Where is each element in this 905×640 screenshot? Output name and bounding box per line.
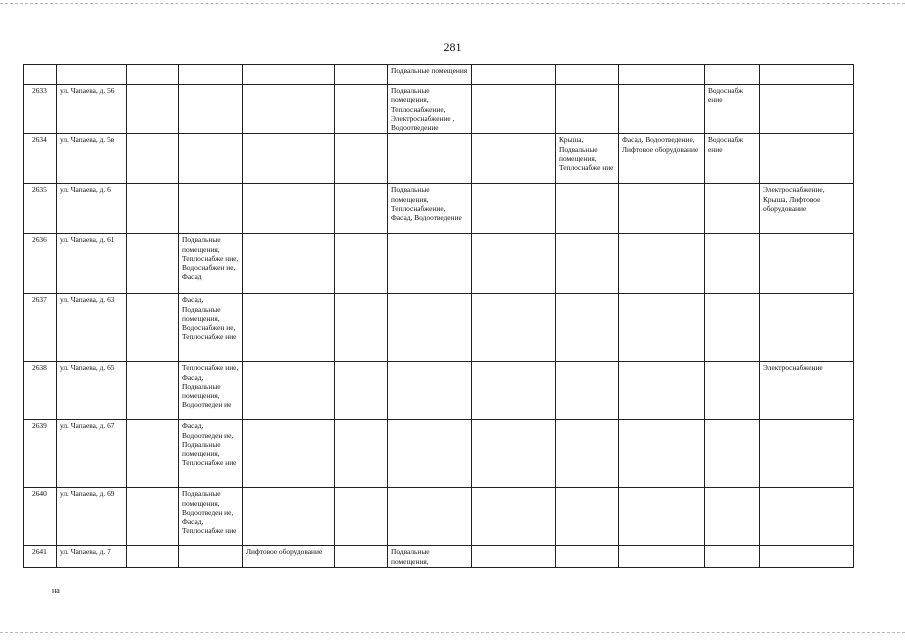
work-type-cell [556, 65, 619, 85]
work-type-cell [388, 294, 472, 362]
work-type-cell [556, 420, 619, 488]
table-row [24, 65, 854, 85]
footer-note: на [52, 586, 60, 595]
work-type-cell [243, 294, 335, 362]
work-type-cell: Подвальные помещения, Теплоснабже ние, Водоснабжен ие, Фасад [179, 234, 243, 294]
work-type-cell: Фасад, Водоотведение, Лифтовое оборудование [619, 134, 705, 184]
work-type-cell [760, 294, 854, 362]
work-type-cell [619, 294, 705, 362]
work-type-cell [760, 546, 854, 568]
work-type-cell [127, 85, 179, 134]
table-row [24, 184, 854, 234]
work-type-cell: Подвальные помещения, [388, 546, 472, 568]
work-type-cell [619, 65, 705, 85]
work-type-cell [472, 65, 556, 85]
table-row [24, 362, 854, 420]
work-type-cell: Подвальные помещения, Теплоснабжение, Фасад, Водоотведение [388, 184, 472, 234]
work-type-cell [388, 134, 472, 184]
address-cell: ул. Чапаева, д. 63 [57, 294, 127, 362]
work-type-cell [335, 65, 388, 85]
work-type-cell [127, 184, 179, 234]
row-number-cell: 2637 [24, 294, 57, 362]
work-type-cell [127, 488, 179, 546]
work-type-cell: Фасад, Водоотведен ие, Подвальные помещения, Теплоснабже ние [179, 420, 243, 488]
work-type-cell [179, 134, 243, 184]
scan-edge-top [0, 3, 905, 6]
work-type-cell: Фасад, Подвальные помещения, Водоснабжен ие, Теплоснабже ние [179, 294, 243, 362]
work-type-cell [556, 546, 619, 568]
work-type-cell [127, 546, 179, 568]
address-cell: ул. Чапаева, д. 6 [57, 184, 127, 234]
work-type-cell [472, 134, 556, 184]
work-type-cell [619, 546, 705, 568]
work-type-cell [179, 85, 243, 134]
address-cell: ул. Чапаева, д. 5в [57, 134, 127, 184]
work-type-cell [179, 184, 243, 234]
work-type-cell [760, 134, 854, 184]
address-cell: ул. Чапаева, д. 65 [57, 362, 127, 420]
work-type-cell [335, 134, 388, 184]
work-type-cell: Подвальные помещения, Теплоснабжение, Электроснабжение , Водоотведение [388, 85, 472, 134]
work-type-cell [243, 488, 335, 546]
row-number-cell: 2635 [24, 184, 57, 234]
work-type-cell [243, 134, 335, 184]
work-type-cell [472, 420, 556, 488]
work-type-cell [179, 65, 243, 85]
work-type-cell [472, 488, 556, 546]
page-number: 281 [443, 40, 462, 54]
work-type-cell [760, 65, 854, 85]
work-type-cell: Электроснабжение [760, 362, 854, 420]
work-type-cell [472, 85, 556, 134]
work-type-cell [705, 546, 760, 568]
table-row [24, 85, 854, 134]
work-type-cell [705, 488, 760, 546]
work-type-cell [335, 234, 388, 294]
work-type-cell [556, 488, 619, 546]
work-type-cell [760, 234, 854, 294]
work-type-cell [556, 85, 619, 134]
row-number-cell [24, 65, 57, 85]
work-type-cell [335, 85, 388, 134]
work-type-cell [388, 234, 472, 294]
work-type-cell [243, 362, 335, 420]
row-number-cell: 2639 [24, 420, 57, 488]
row-number-cell: 2636 [24, 234, 57, 294]
work-type-cell [472, 546, 556, 568]
work-type-cell [388, 488, 472, 546]
work-type-cell: Подвальные помещения, Водоотведен ие, Фасад, Теплоснабже ние [179, 488, 243, 546]
repair-schedule-table [23, 64, 854, 568]
address-cell: ул. Чапаева, д. 67 [57, 420, 127, 488]
work-type-cell [388, 362, 472, 420]
work-type-cell [472, 184, 556, 234]
address-cell: ул. Чапаева, д. 7 [57, 546, 127, 568]
table-row [24, 546, 854, 568]
table-row [24, 488, 854, 546]
work-type-cell: Теплоснабже ние, Фасад, Подвальные помещения, Водоотведен ие [179, 362, 243, 420]
table-row [24, 420, 854, 488]
row-number-cell: 2638 [24, 362, 57, 420]
work-type-cell [619, 85, 705, 134]
work-type-cell [127, 362, 179, 420]
work-type-cell: Водоснабж ение [705, 134, 760, 184]
work-type-cell [556, 184, 619, 234]
work-type-cell [705, 234, 760, 294]
work-type-cell [243, 184, 335, 234]
work-type-cell [335, 294, 388, 362]
work-type-cell [127, 420, 179, 488]
work-type-cell [127, 134, 179, 184]
work-type-cell [335, 362, 388, 420]
work-type-cell [619, 488, 705, 546]
work-type-cell [388, 420, 472, 488]
work-type-cell: Электроснабжение, Крыша, Лифтовое оборудование [760, 184, 854, 234]
work-type-cell [760, 420, 854, 488]
table-row [24, 294, 854, 362]
table-row [24, 234, 854, 294]
work-type-cell [127, 234, 179, 294]
work-type-cell [243, 234, 335, 294]
work-type-cell [472, 234, 556, 294]
work-type-cell [243, 65, 335, 85]
work-type-cell [472, 294, 556, 362]
work-type-cell [335, 420, 388, 488]
row-number-cell: 2641 [24, 546, 57, 568]
work-type-cell [619, 234, 705, 294]
work-type-cell [127, 65, 179, 85]
work-type-cell [619, 184, 705, 234]
address-cell: ул. Чапаева, д. 56 [57, 85, 127, 134]
work-type-cell [179, 546, 243, 568]
work-type-cell [556, 294, 619, 362]
work-type-cell [705, 294, 760, 362]
work-type-cell [760, 488, 854, 546]
address-cell: ул. Чапаева, д. 61 [57, 234, 127, 294]
work-type-cell [705, 65, 760, 85]
work-type-cell [127, 294, 179, 362]
work-type-cell: Крыша, Подвальные помещения, Теплоснабже ние [556, 134, 619, 184]
work-type-cell: Подвальные помещения [388, 65, 472, 85]
work-type-cell [705, 362, 760, 420]
address-cell [57, 65, 127, 85]
work-type-cell: Водоснабж ение [705, 85, 760, 134]
work-type-cell: Лифтовое оборудование [243, 546, 335, 568]
work-type-cell [705, 420, 760, 488]
row-number-cell: 2633 [24, 85, 57, 134]
work-type-cell [760, 85, 854, 134]
work-type-cell [619, 420, 705, 488]
work-type-cell [335, 488, 388, 546]
address-cell: ул. Чапаева, д. 69 [57, 488, 127, 546]
row-number-cell: 2634 [24, 134, 57, 184]
work-type-cell [243, 85, 335, 134]
work-type-cell [705, 184, 760, 234]
table-row [24, 134, 854, 184]
work-type-cell [243, 420, 335, 488]
work-type-cell [619, 362, 705, 420]
work-type-cell [472, 362, 556, 420]
work-type-cell [335, 184, 388, 234]
work-type-cell [335, 546, 388, 568]
work-type-cell [556, 362, 619, 420]
work-type-cell [556, 234, 619, 294]
scan-edge-bottom [0, 632, 905, 635]
row-number-cell: 2640 [24, 488, 57, 546]
